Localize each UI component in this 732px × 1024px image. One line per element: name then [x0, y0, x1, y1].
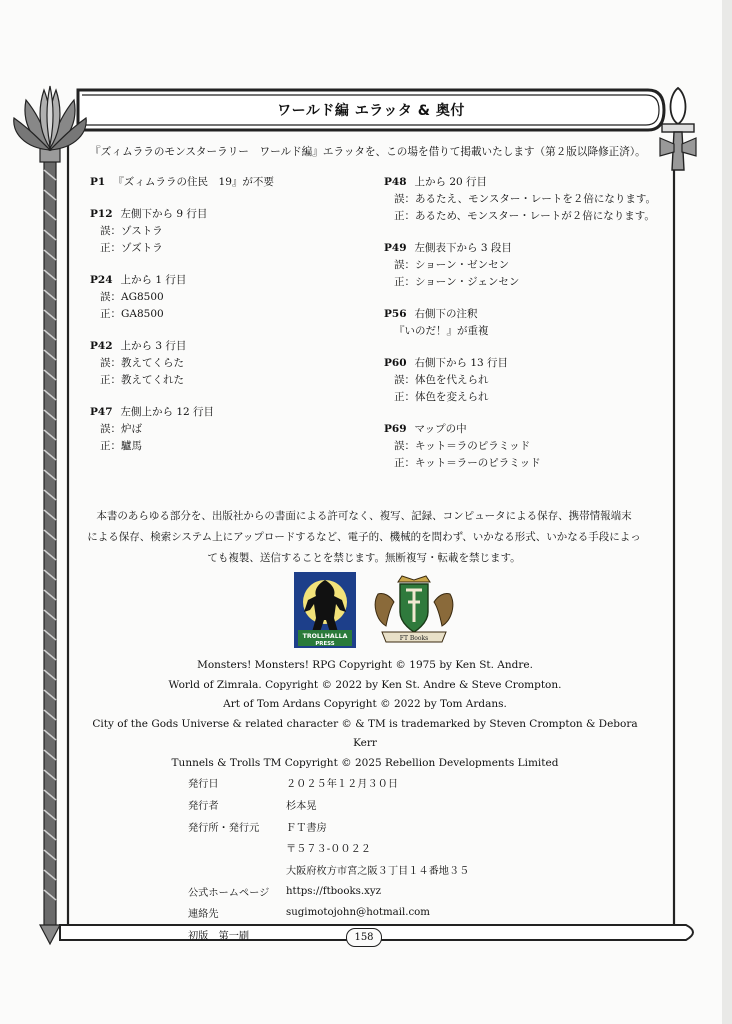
errata-wrong-line: 誤：体色を代えられ [394, 374, 489, 386]
errata-entry [90, 404, 370, 455]
errata-entry [90, 338, 370, 389]
colophon-row [188, 772, 469, 794]
errata-entry [384, 306, 664, 340]
errata-location: マップの中 [414, 423, 467, 435]
page-number: 158 [346, 928, 382, 947]
copyright-line: Art of Tom Ardans Copyright © 2022 by Tom Ardans. [223, 698, 507, 711]
colophon-label: 連絡先 [188, 909, 219, 921]
errata-page-ref: P56 [384, 308, 407, 320]
errata-correct-line: 正：キット＝ラーのピラミッド [394, 457, 541, 469]
errata-correct-line: 正：GA8500 [100, 308, 164, 320]
errata-wrong-line: 誤：教えてくらた [100, 357, 184, 369]
trollhalla-logo-text: TROLLHALLA [302, 633, 348, 640]
errata-wrong-line: 誤：あるたえ、モンスター・レートを２倍になります。 [394, 193, 656, 205]
errata-location: 左側上から 12 行目 [120, 406, 215, 418]
colophon-value: ＦＴ書房 [286, 822, 327, 834]
errata-note-line: 『いのだ！』が重複 [394, 325, 489, 337]
copyright-line: Monsters! Monsters! RPG Copyright © 1975 by Ken St. Andre. [197, 659, 533, 671]
trollhalla-logo-text: PRESS [315, 641, 335, 647]
colophon-value: 大阪府枚方市宮之阪３丁目１４番地３５ [286, 866, 470, 878]
ft-books-crest-logo [372, 574, 456, 646]
errata-wrong-line: 誤：ゾストラ [100, 225, 163, 237]
copyright-notice-jp [86, 506, 642, 569]
ft-logo-text: FT Books [399, 635, 429, 642]
colophon-row [188, 880, 469, 902]
errata-correct-line: 正：驢馬 [100, 440, 142, 452]
errata-entry [90, 206, 370, 257]
errata-page-ref: P1 [90, 176, 106, 188]
colophon-label: 発行所・発行元 [188, 822, 260, 834]
errata-entry [384, 355, 664, 406]
legal-line: による保存、検索システム上にアップロードするなど、電子的、機械的を問わず、いかなる形式、いかなる手段によっ [87, 531, 641, 543]
colophon-row [188, 859, 469, 881]
header-band [80, 93, 662, 127]
copyright-line: Tunnels & Trolls TM Copyright © 2025 Rebellion Developments Limited [171, 756, 559, 769]
errata-page-ref: P48 [384, 176, 407, 188]
errata-wrong-line: 誤：AG8500 [100, 291, 164, 303]
errata-page-ref: P24 [90, 274, 113, 286]
colophon [188, 772, 469, 946]
errata-location: 上から 1 行目 [120, 274, 187, 286]
colophon-value: 杉本晃 [286, 801, 317, 813]
errata-wrong-line: 誤：ショーン・ゼンセン [394, 259, 510, 271]
errata-location: 左側下から 9 行目 [120, 208, 208, 220]
errata-location: 右側下の注釈 [414, 308, 478, 320]
colophon-label: 初版 第一刷 [188, 931, 250, 943]
colophon-label: 公式ホームページ [188, 887, 270, 899]
colophon-row [188, 837, 469, 859]
lotus-crown-icon [14, 86, 86, 150]
colophon-value: 〒５７３-００２２ [286, 844, 371, 856]
errata-page-ref: P69 [384, 423, 407, 435]
errata-entry [90, 272, 370, 323]
colophon-row [188, 902, 469, 924]
homepage-link[interactable]: https://ftbooks.xyz [286, 885, 381, 897]
legal-line: 本書のあらゆる部分を、出版社からの書面による許可なく、複写、記録、コンピュータによる保存、携帯情報端末 [96, 510, 632, 522]
colophon-row [188, 815, 469, 837]
errata-wrong-line: 誤：キット＝ラのピラミッド [394, 440, 531, 452]
errata-location: 左側表下から 3 段目 [414, 242, 512, 254]
contact-email-link[interactable]: sugimotojohn@hotmail.com [286, 907, 430, 919]
errata-wrong-line: 誤：炉ば [100, 423, 142, 435]
errata-correct-line: 正：体色を変えられ [394, 391, 489, 403]
errata-correct-line: 正：教えてくれた [100, 374, 184, 386]
errata-page-ref: P42 [90, 340, 113, 352]
errata-location: 右側下から 13 行目 [414, 357, 509, 369]
colophon-label: 発行者 [188, 801, 219, 813]
errata-page-ref: P47 [90, 406, 113, 418]
copyright-line: City of the Gods Universe & related character © & TM is trademarked by Steven Crompton & Debora Kerr [92, 717, 638, 750]
errata-page-ref: P60 [384, 357, 407, 369]
copyright-line: World of Zimrala. Copyright © 2022 by Ken St. Andre & Steve Crompton. [168, 678, 562, 691]
colophon-value: ２０２５年１２月３０日 [286, 779, 399, 791]
staff-pole [40, 148, 60, 944]
copyright-credits [80, 656, 650, 774]
errata-entry [384, 240, 664, 291]
legal-line: ても複製、送信することを禁じます。無断複写・転載を禁じます。 [207, 552, 521, 564]
errata-location: 上から 20 行目 [414, 176, 488, 188]
errata-correct-line: 正：ゾズトラ [100, 242, 163, 254]
errata-location: 上から 3 行目 [120, 340, 187, 352]
errata-entry [90, 174, 370, 191]
errata-entry [384, 421, 664, 472]
errata-page-ref: P49 [384, 242, 407, 254]
publisher-logos [294, 572, 464, 652]
errata-correct-line: 正：あるため、モンスター・レートが２倍になります。 [394, 210, 655, 222]
trollhalla-press-logo [294, 572, 356, 648]
errata-entry [384, 174, 664, 225]
colophon-row [188, 794, 469, 816]
errata-intro: 『ズィムララのモンスターラリー ワールド編』エラッタを、この場を借りて掲載いたします（第２版以降修正済）。 [90, 146, 646, 158]
colophon-label: 発行日 [188, 779, 219, 791]
page-title: ワールド編 エラッタ & 奥付 [277, 103, 465, 119]
errata-location: 『ズィムララの住民 19』が不要 [113, 176, 274, 188]
errata-column-left [90, 174, 370, 470]
colophon-row [188, 924, 469, 946]
page-edge [722, 0, 732, 1024]
errata-correct-line: 正：ショーン・ジェンセン [394, 276, 520, 288]
errata-column-right [384, 174, 664, 487]
errata-page-ref: P12 [90, 208, 113, 220]
